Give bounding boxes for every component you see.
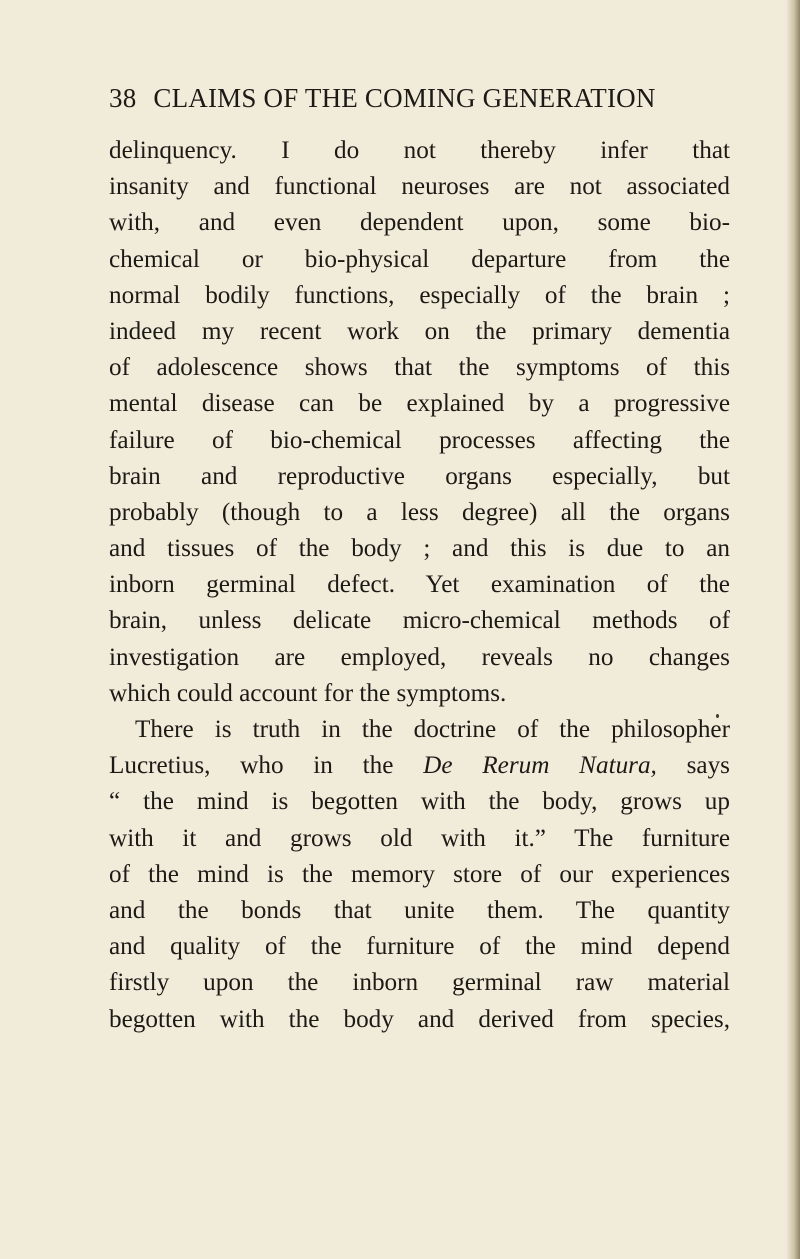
text-line: failure of bio-chemical processes affecting the <box>109 426 730 454</box>
body-text <box>109 133 730 1083</box>
text-line: brain, unless delicate micro-chemical methods of <box>109 607 730 635</box>
text-line: investigation are employed, reveals no changes <box>109 643 730 671</box>
text-line: begotten with the body and derived from species, <box>109 1005 730 1033</box>
text-line: with it and grows old with it.” The furniture <box>109 824 730 852</box>
book-title-italic: De Rerum Natura, <box>423 752 657 780</box>
text-line-with-italic-title <box>109 748 730 784</box>
page-edge-shadow <box>786 0 800 1259</box>
line-text-before: Lucretius, who in the <box>109 752 394 780</box>
text-line: delinquency. I do not thereby infer that <box>109 137 730 164</box>
text-line: chemical or bio-physical departure from the <box>109 245 730 273</box>
text-line: mental disease can be explained by a progressive <box>109 390 730 418</box>
text-line: insanity and functional neuroses are not associated <box>109 173 730 201</box>
text-line: “ the mind is begotten with the body, grows up <box>109 788 730 816</box>
page-header <box>109 78 709 118</box>
text-line: with, and even dependent upon, some bio- <box>109 209 730 237</box>
text-line: normal bodily functions, especially of the brain ; <box>109 281 730 309</box>
page-number: 38 <box>109 83 137 113</box>
text-line: brain and reproductive organs especially, but <box>109 462 730 490</box>
text-line: and tissues of the body ; and this is due to an <box>109 535 730 563</box>
text-line: and the bonds that unite them. The quantity <box>109 896 730 924</box>
text-line: inborn germinal defect. Yet examination of the <box>109 571 730 599</box>
line-text-after: says <box>686 752 730 780</box>
text-line: indeed my recent work on the primary dementia <box>109 317 730 345</box>
text-line: of the mind is the memory store of our experiences <box>109 860 730 888</box>
text-line: of adolescence shows that the symptoms of this <box>109 354 730 382</box>
running-title: CLAIMS OF THE COMING GENERATION <box>153 83 656 113</box>
text-line: probably (though to a less degree) all the organs <box>109 498 730 526</box>
paragraph-end-line: which could account for the symptoms. <box>109 679 507 707</box>
text-line: firstly upon the inborn germinal raw material <box>109 969 730 997</box>
text-line: and quality of the furniture of the mind depend <box>109 933 730 961</box>
paragraph-start-line: There is truth in the doctrine of the philosopher <box>135 716 730 743</box>
